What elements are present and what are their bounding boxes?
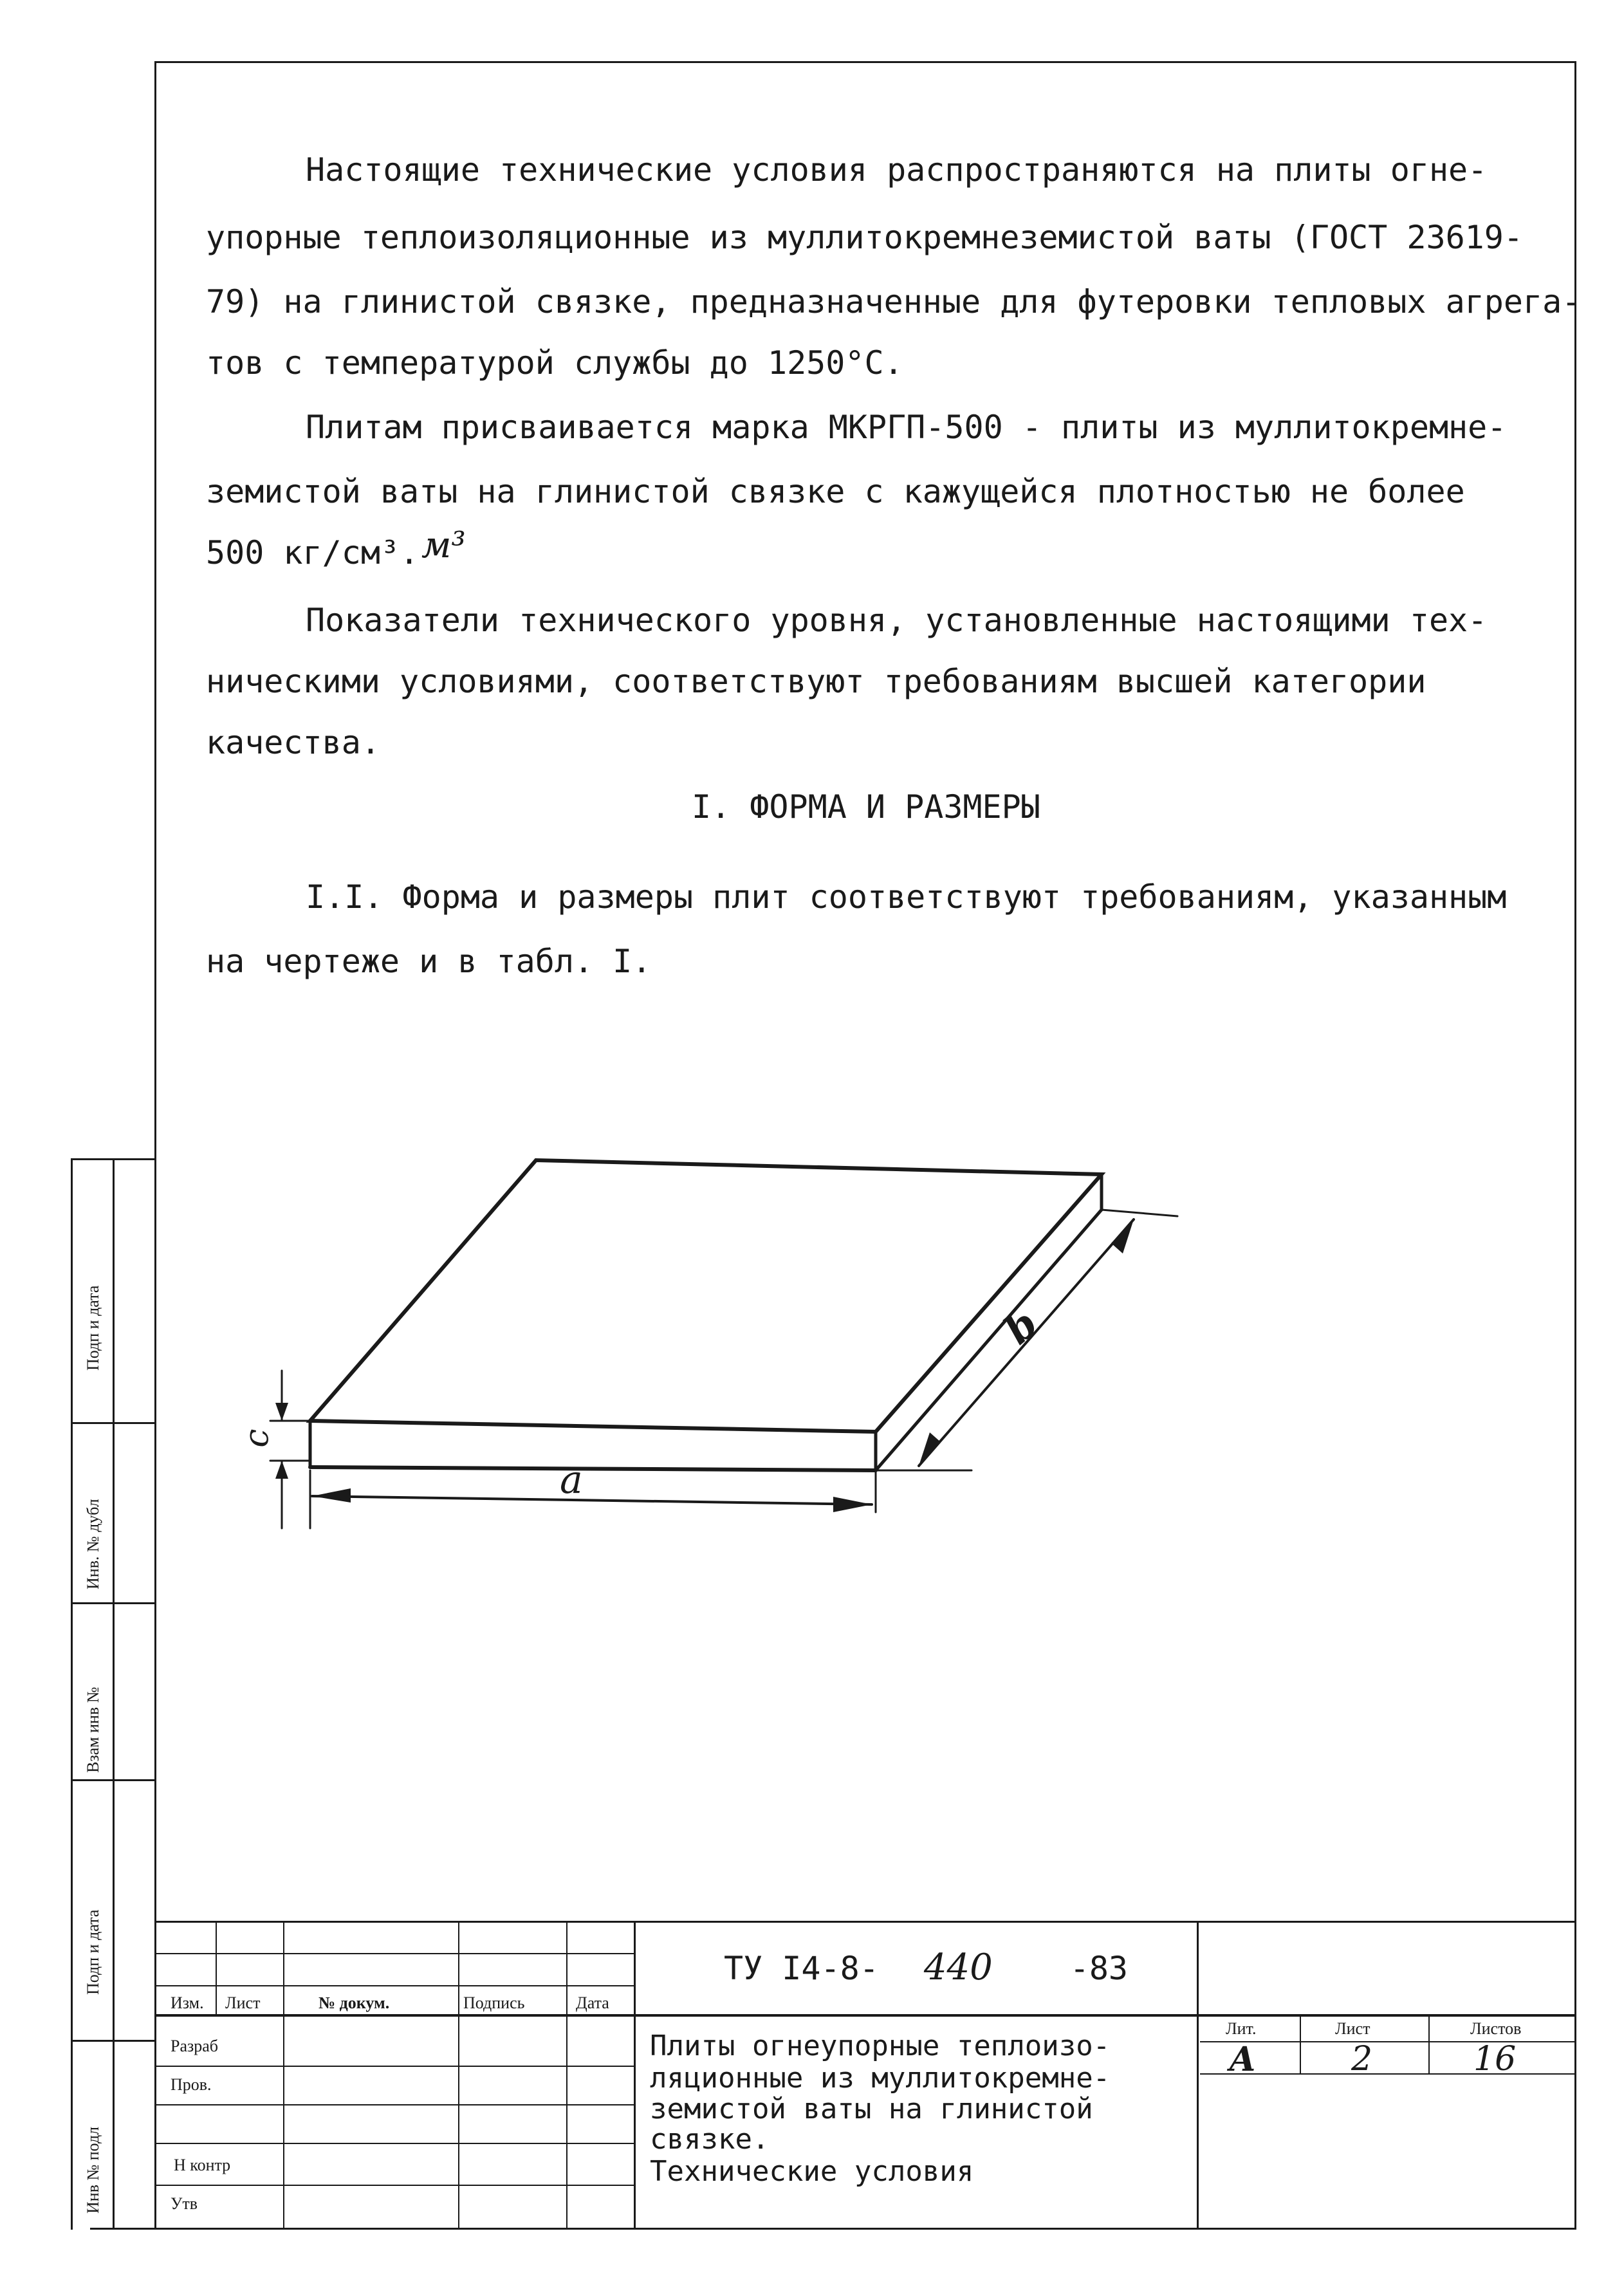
dim-a-arrow-left — [312, 1488, 351, 1503]
section-heading: I. ФОРМА И РАЗМЕРЫ — [692, 788, 1040, 826]
stamp-label-replace-inv: Взам инв № — [84, 1687, 102, 1773]
dim-a-label: a — [560, 1457, 583, 1503]
plate-right-bottom — [876, 1210, 1102, 1470]
tb-row-line-3 — [156, 2066, 634, 2067]
tb-header-date: Дата — [576, 1994, 609, 2012]
tb-v-right — [1197, 1921, 1199, 2228]
tb-v-date — [634, 1921, 636, 2228]
tb-row-line-2 — [156, 1985, 634, 1986]
p1-line-2: упорные теплоизоляционные из муллитокремнеземистой ваты (ГОСТ 23619- — [206, 219, 1523, 256]
p3-line-2: ническими условиями, соответствуют требованиям высшей категории — [206, 663, 1426, 700]
p1-line-1: Настоящие технические условия распространяются на плиты огне- — [306, 151, 1488, 189]
tb-v-sheet — [1428, 2017, 1430, 2075]
tb-v-izm — [216, 1921, 217, 2014]
tb-top-line — [156, 1921, 1574, 1923]
tb-doc-code-number: 440 — [923, 1947, 993, 1988]
tb-row-razrab: Разраб — [171, 2037, 219, 2055]
dim-c-label: c — [237, 1429, 277, 1448]
tb-row-line-4 — [156, 2104, 634, 2105]
dim-b-arrow-top — [1111, 1219, 1134, 1254]
tb-doc-code-suffix: -83 — [1069, 1950, 1129, 1987]
tb-doc-title-1: Плиты огнеупорные теплоизо- — [650, 2030, 1111, 2062]
tb-lit-value: А — [1229, 2040, 1257, 2079]
p4-line-2: на чертеже и в табл. I. — [206, 943, 652, 980]
stamp-label-dup-inv: Инв. № дубл — [84, 1499, 102, 1589]
dim-b-label: b — [995, 1299, 1047, 1354]
stamp-label-sign-date-2: Подп и дата — [84, 1909, 102, 1995]
dim-c-arrow-top — [275, 1403, 288, 1421]
tb-row-line-6 — [156, 2185, 634, 2186]
p3-line-1: Показатели технического уровня, установленные настоящими тех- — [306, 602, 1488, 639]
tb-sheets-value: 16 — [1473, 2040, 1517, 2078]
p2-line-2: земистой ваты на глинистой связке с кажущейся плотностью не более — [206, 473, 1465, 510]
tb-doc-code — [724, 1947, 1128, 1988]
tb-row-nkontr: Н контр — [174, 2156, 231, 2174]
tb-mid-line — [156, 2014, 1574, 2017]
tb-doc-title-2: ляционные из муллитокремне- — [650, 2062, 1111, 2095]
tb-header-doc: № докум. — [318, 1994, 390, 2012]
p1-line-3: 79) на глинистой связке, предназначенные для футеровки тепловых агрега- — [206, 283, 1582, 320]
p2-line-3: 500 кг/см³. — [206, 534, 420, 571]
dim-a-arrow-right — [833, 1497, 872, 1512]
p1-line-4: тов с температурой службы до 1250°С. — [206, 344, 903, 382]
tb-header-izm: Изм. — [171, 1994, 204, 2012]
tb-row-line-1 — [156, 1953, 634, 1954]
tb-v-lit — [1300, 2017, 1301, 2075]
tb-v-doc — [458, 1921, 459, 2228]
tb-v-sign — [566, 1921, 567, 2228]
dim-b-arrow-bottom — [919, 1432, 941, 1466]
dim-a-line — [312, 1496, 872, 1504]
dim-b-ext-top — [1102, 1210, 1177, 1216]
p2-handwritten-unit: м³ — [421, 524, 466, 566]
tb-doc-code-prefix: ТУ I4-8- — [724, 1950, 879, 1987]
tb-lit-label: Лит. — [1226, 2019, 1257, 2038]
tb-doc-title-4: связке. — [650, 2123, 770, 2156]
stamp-label-orig-inv: Инв № подл — [84, 2126, 102, 2214]
tb-sheet-label: Лист — [1335, 2019, 1370, 2038]
tb-row-utv: Утв — [171, 2194, 198, 2213]
tb-row-prov: Пров. — [171, 2075, 212, 2094]
p2-line-1: Плитам присваивается марка МКРГП-500 - плиты из муллитокремне- — [306, 409, 1507, 446]
dim-c-arrow-bottom — [275, 1461, 288, 1479]
stamp-label-sign-date-1: Подп и дата — [84, 1285, 102, 1371]
tb-header-sign: Подпись — [463, 1994, 525, 2012]
tb-doc-title-3: земистой ваты на глинистой — [650, 2093, 1093, 2125]
plate-front-edge — [310, 1467, 876, 1470]
tb-sheet-value: 2 — [1351, 2040, 1373, 2078]
p4-line-1: I.I. Форма и размеры плит соответствуют требованиям, указанным — [306, 878, 1507, 916]
tb-doc-title-5: Технические условия — [650, 2155, 974, 2188]
tb-row-line-5 — [156, 2143, 634, 2144]
tb-v-list — [283, 1921, 284, 2228]
tb-sheets-label: Листов — [1470, 2019, 1522, 2038]
p3-line-3: качества. — [206, 724, 380, 761]
tb-header-list: Лист — [225, 1994, 261, 2012]
